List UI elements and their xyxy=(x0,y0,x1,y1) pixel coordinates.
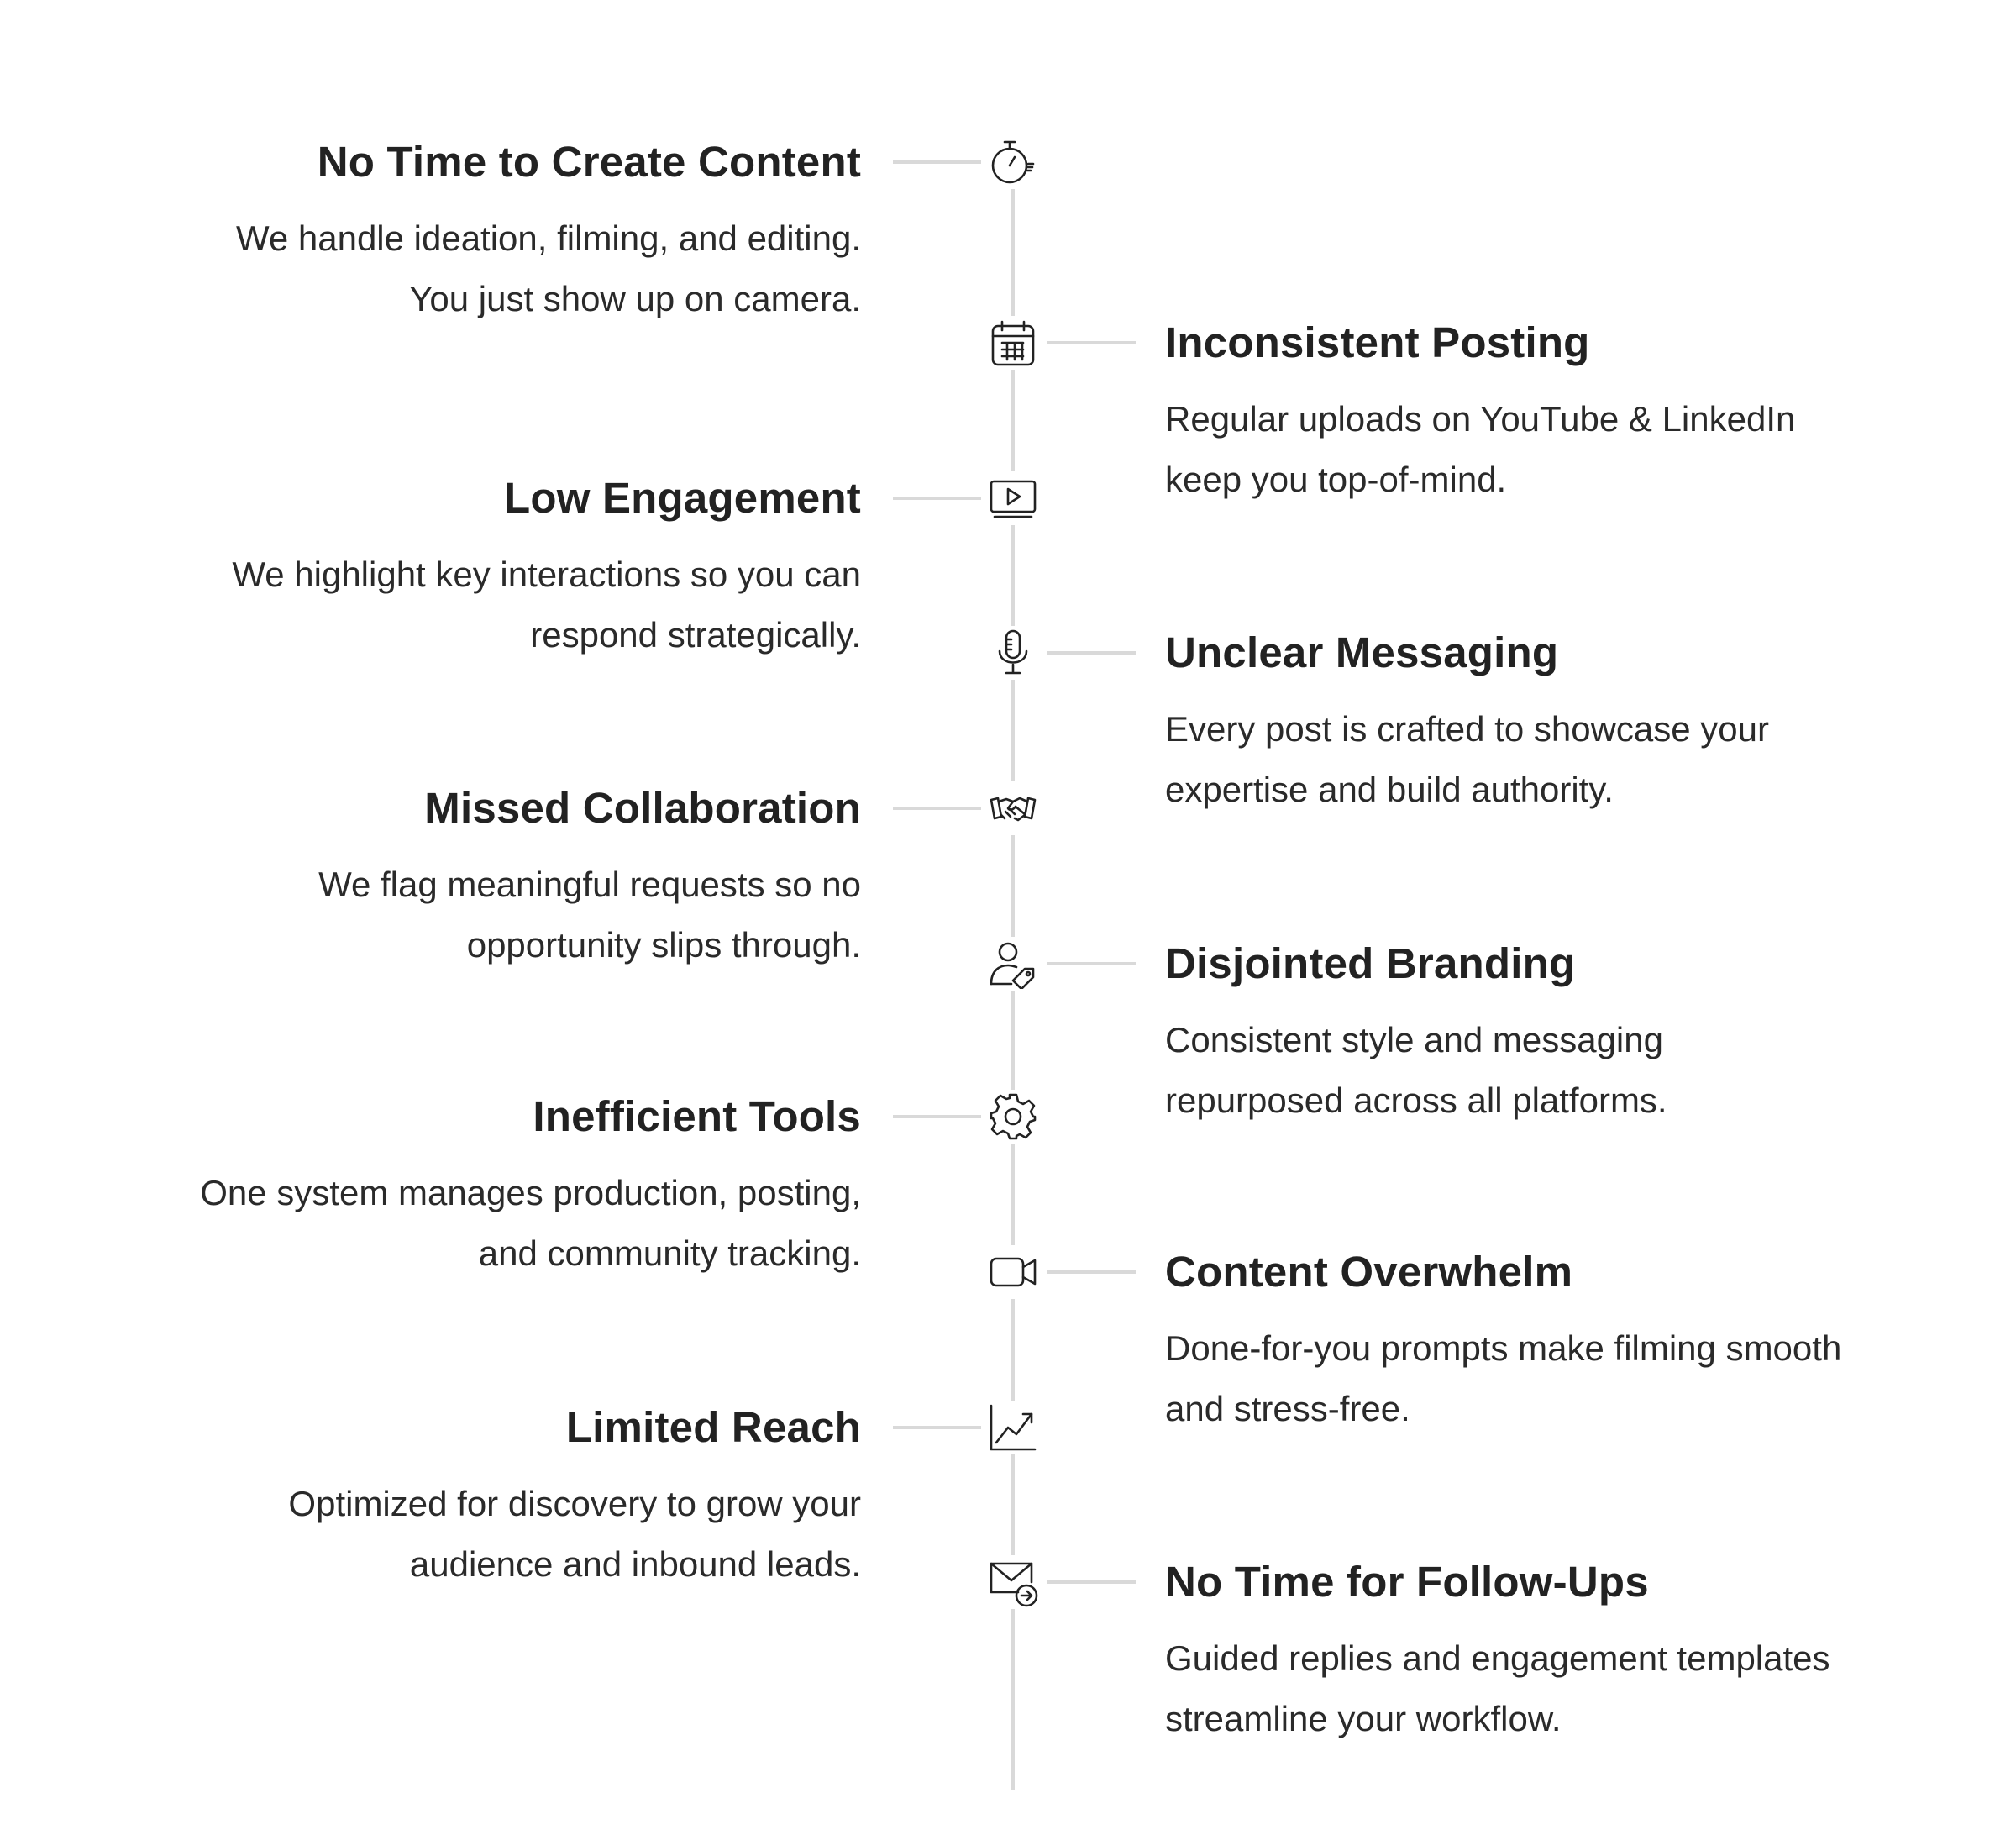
description-line: opportunity slips through. xyxy=(466,925,861,965)
item-text xyxy=(1165,1554,1921,1749)
description-line: We flag meaningful requests so no xyxy=(318,865,861,904)
growth-chart-icon xyxy=(986,1401,1040,1454)
item-title: No Time for Follow-Ups xyxy=(1165,1558,1649,1606)
timeline-item xyxy=(0,138,2016,318)
connector-line xyxy=(893,1426,981,1429)
description-line: Regular uploads on YouTube & LinkedIn xyxy=(1165,399,1796,439)
item-title: Disjointed Branding xyxy=(1165,939,1576,987)
item-text xyxy=(105,781,861,975)
item-text xyxy=(1165,625,1921,820)
item-text xyxy=(1165,1244,1921,1439)
item-title: Low Engagement xyxy=(504,474,861,522)
connector-line xyxy=(893,1115,981,1118)
item-title: Content Overwhelm xyxy=(1165,1248,1573,1296)
item-title: Inconsistent Posting xyxy=(1165,318,1590,366)
item-description xyxy=(1165,1628,1921,1749)
description-line: Done-for-you prompts make filming smooth xyxy=(1165,1328,1842,1368)
description-line: keep you top-of-mind. xyxy=(1165,460,1507,499)
item-title: Limited Reach xyxy=(565,1403,861,1451)
video-camera-icon xyxy=(986,1245,1040,1299)
description-line: Consistent style and messaging xyxy=(1165,1020,1663,1059)
item-description xyxy=(1165,1010,1921,1131)
item-title: No Time to Create Content xyxy=(317,138,861,186)
description-line: and community tracking. xyxy=(478,1233,861,1273)
description-line: audience and inbound leads. xyxy=(409,1544,861,1584)
item-description xyxy=(1165,389,1921,510)
item-description xyxy=(105,1474,861,1595)
description-line: streamline your workflow. xyxy=(1165,1699,1562,1738)
connector-line xyxy=(893,497,981,500)
calendar-icon xyxy=(986,316,1040,370)
stopwatch-icon xyxy=(986,135,1040,189)
item-title: Missed Collaboration xyxy=(424,784,861,832)
connector-line xyxy=(1047,341,1136,344)
description-line: and stress-free. xyxy=(1165,1389,1410,1428)
description-line: Every post is crafted to showcase your xyxy=(1165,709,1769,749)
item-description xyxy=(105,854,861,975)
connector-line xyxy=(1047,1580,1136,1584)
description-line: repurposed across all platforms. xyxy=(1165,1080,1667,1120)
gear-icon xyxy=(986,1090,1040,1144)
item-description xyxy=(1165,699,1921,820)
connector-line xyxy=(893,807,981,810)
user-tag-icon xyxy=(986,937,1040,991)
connector-line xyxy=(1047,1270,1136,1274)
item-description xyxy=(1165,1318,1921,1439)
item-description xyxy=(105,1163,861,1284)
description-line: One system manages production, posting, xyxy=(200,1173,861,1212)
item-title: Inefficient Tools xyxy=(533,1092,861,1140)
item-text xyxy=(105,1400,861,1595)
connector-line xyxy=(893,160,981,164)
connector-line xyxy=(1047,651,1136,655)
item-text xyxy=(105,471,861,665)
video-screen-icon xyxy=(986,471,1040,525)
mail-forward-icon xyxy=(986,1555,1040,1609)
item-text xyxy=(1165,936,1921,1131)
description-line: Optimized for discovery to grow your xyxy=(288,1484,861,1523)
description-line: We highlight key interactions so you can xyxy=(232,555,861,594)
description-line: You just show up on camera. xyxy=(409,279,861,318)
item-text xyxy=(1165,315,1921,510)
description-line: Guided replies and engagement templates xyxy=(1165,1638,1830,1678)
connector-line xyxy=(1047,962,1136,965)
item-description xyxy=(105,544,861,665)
description-line: respond strategically. xyxy=(530,615,861,655)
description-line: expertise and build authority. xyxy=(1165,770,1614,809)
handshake-icon xyxy=(986,781,1040,835)
item-text xyxy=(105,1089,861,1284)
microphone-icon xyxy=(986,626,1040,680)
item-text xyxy=(105,134,861,329)
description-line: We handle ideation, filming, and editing. xyxy=(235,218,861,258)
item-title: Unclear Messaging xyxy=(1165,628,1559,676)
item-description xyxy=(105,208,861,329)
